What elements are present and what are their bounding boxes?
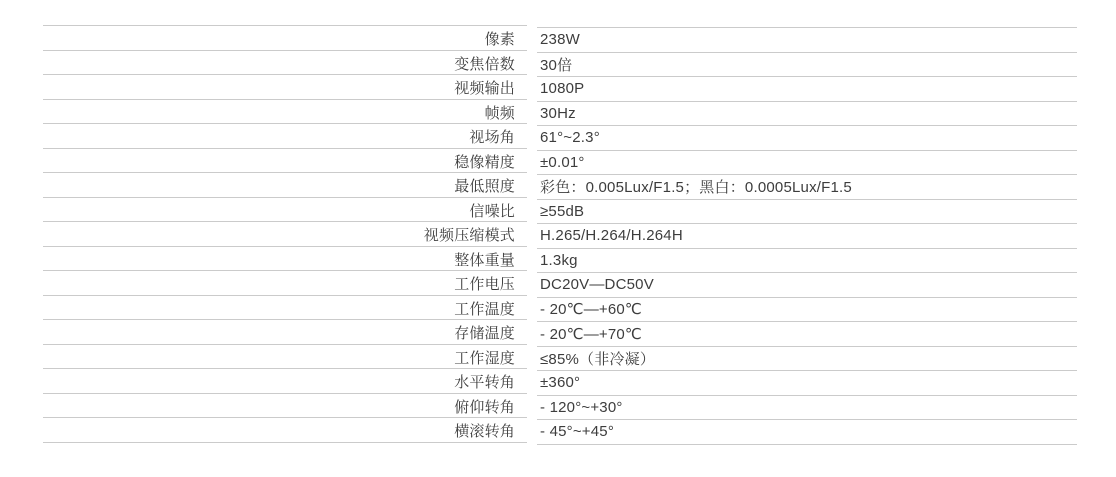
spec-label: 视场角: [43, 124, 527, 149]
spec-value: DC20V—DC50V: [537, 273, 1077, 298]
spec-value: H.265/H.264/H.264H: [537, 224, 1077, 249]
spec-value: - 120°~+30°: [537, 396, 1077, 421]
spec-value: 30倍: [537, 53, 1077, 78]
spec-value: 1080P: [537, 77, 1077, 102]
spec-value: ≥55dB: [537, 200, 1077, 225]
spec-value: ±360°: [537, 371, 1077, 396]
spec-label: 视频输出: [43, 75, 527, 100]
spec-label: 工作温度: [43, 296, 527, 321]
spec-value: 61°~2.3°: [537, 126, 1077, 151]
spec-value: 238W: [537, 28, 1077, 53]
spec-value: - 45°~+45°: [537, 420, 1077, 445]
spec-label: 稳像精度: [43, 149, 527, 174]
spec-label: 水平转角: [43, 369, 527, 394]
spec-label: 整体重量: [43, 247, 527, 272]
spec-value: 彩色：0.005Lux/F1.5；黑白：0.0005Lux/F1.5: [537, 175, 1077, 200]
spec-label: 视频压缩模式: [43, 222, 527, 247]
spec-value: ±0.01°: [537, 151, 1077, 176]
spec-label: 信噪比: [43, 198, 527, 223]
spec-label: 像素: [43, 26, 527, 51]
spec-value: ≤85%（非冷凝）: [537, 347, 1077, 372]
spec-label: 工作电压: [43, 271, 527, 296]
spec-label: 最低照度: [43, 173, 527, 198]
spec-value: - 20℃—+70℃: [537, 322, 1077, 347]
spec-values-column: [537, 27, 1077, 445]
spec-label: 横滚转角: [43, 418, 527, 443]
spec-value: 30Hz: [537, 102, 1077, 127]
spec-label: 工作湿度: [43, 345, 527, 370]
spec-labels-column: [43, 25, 527, 443]
spec-label: 变焦倍数: [43, 51, 527, 76]
spec-value: 1.3kg: [537, 249, 1077, 274]
spec-label: 存储温度: [43, 320, 527, 345]
spec-label: 俯仰转角: [43, 394, 527, 419]
spec-label: 帧频: [43, 100, 527, 125]
spec-value: - 20℃—+60℃: [537, 298, 1077, 323]
